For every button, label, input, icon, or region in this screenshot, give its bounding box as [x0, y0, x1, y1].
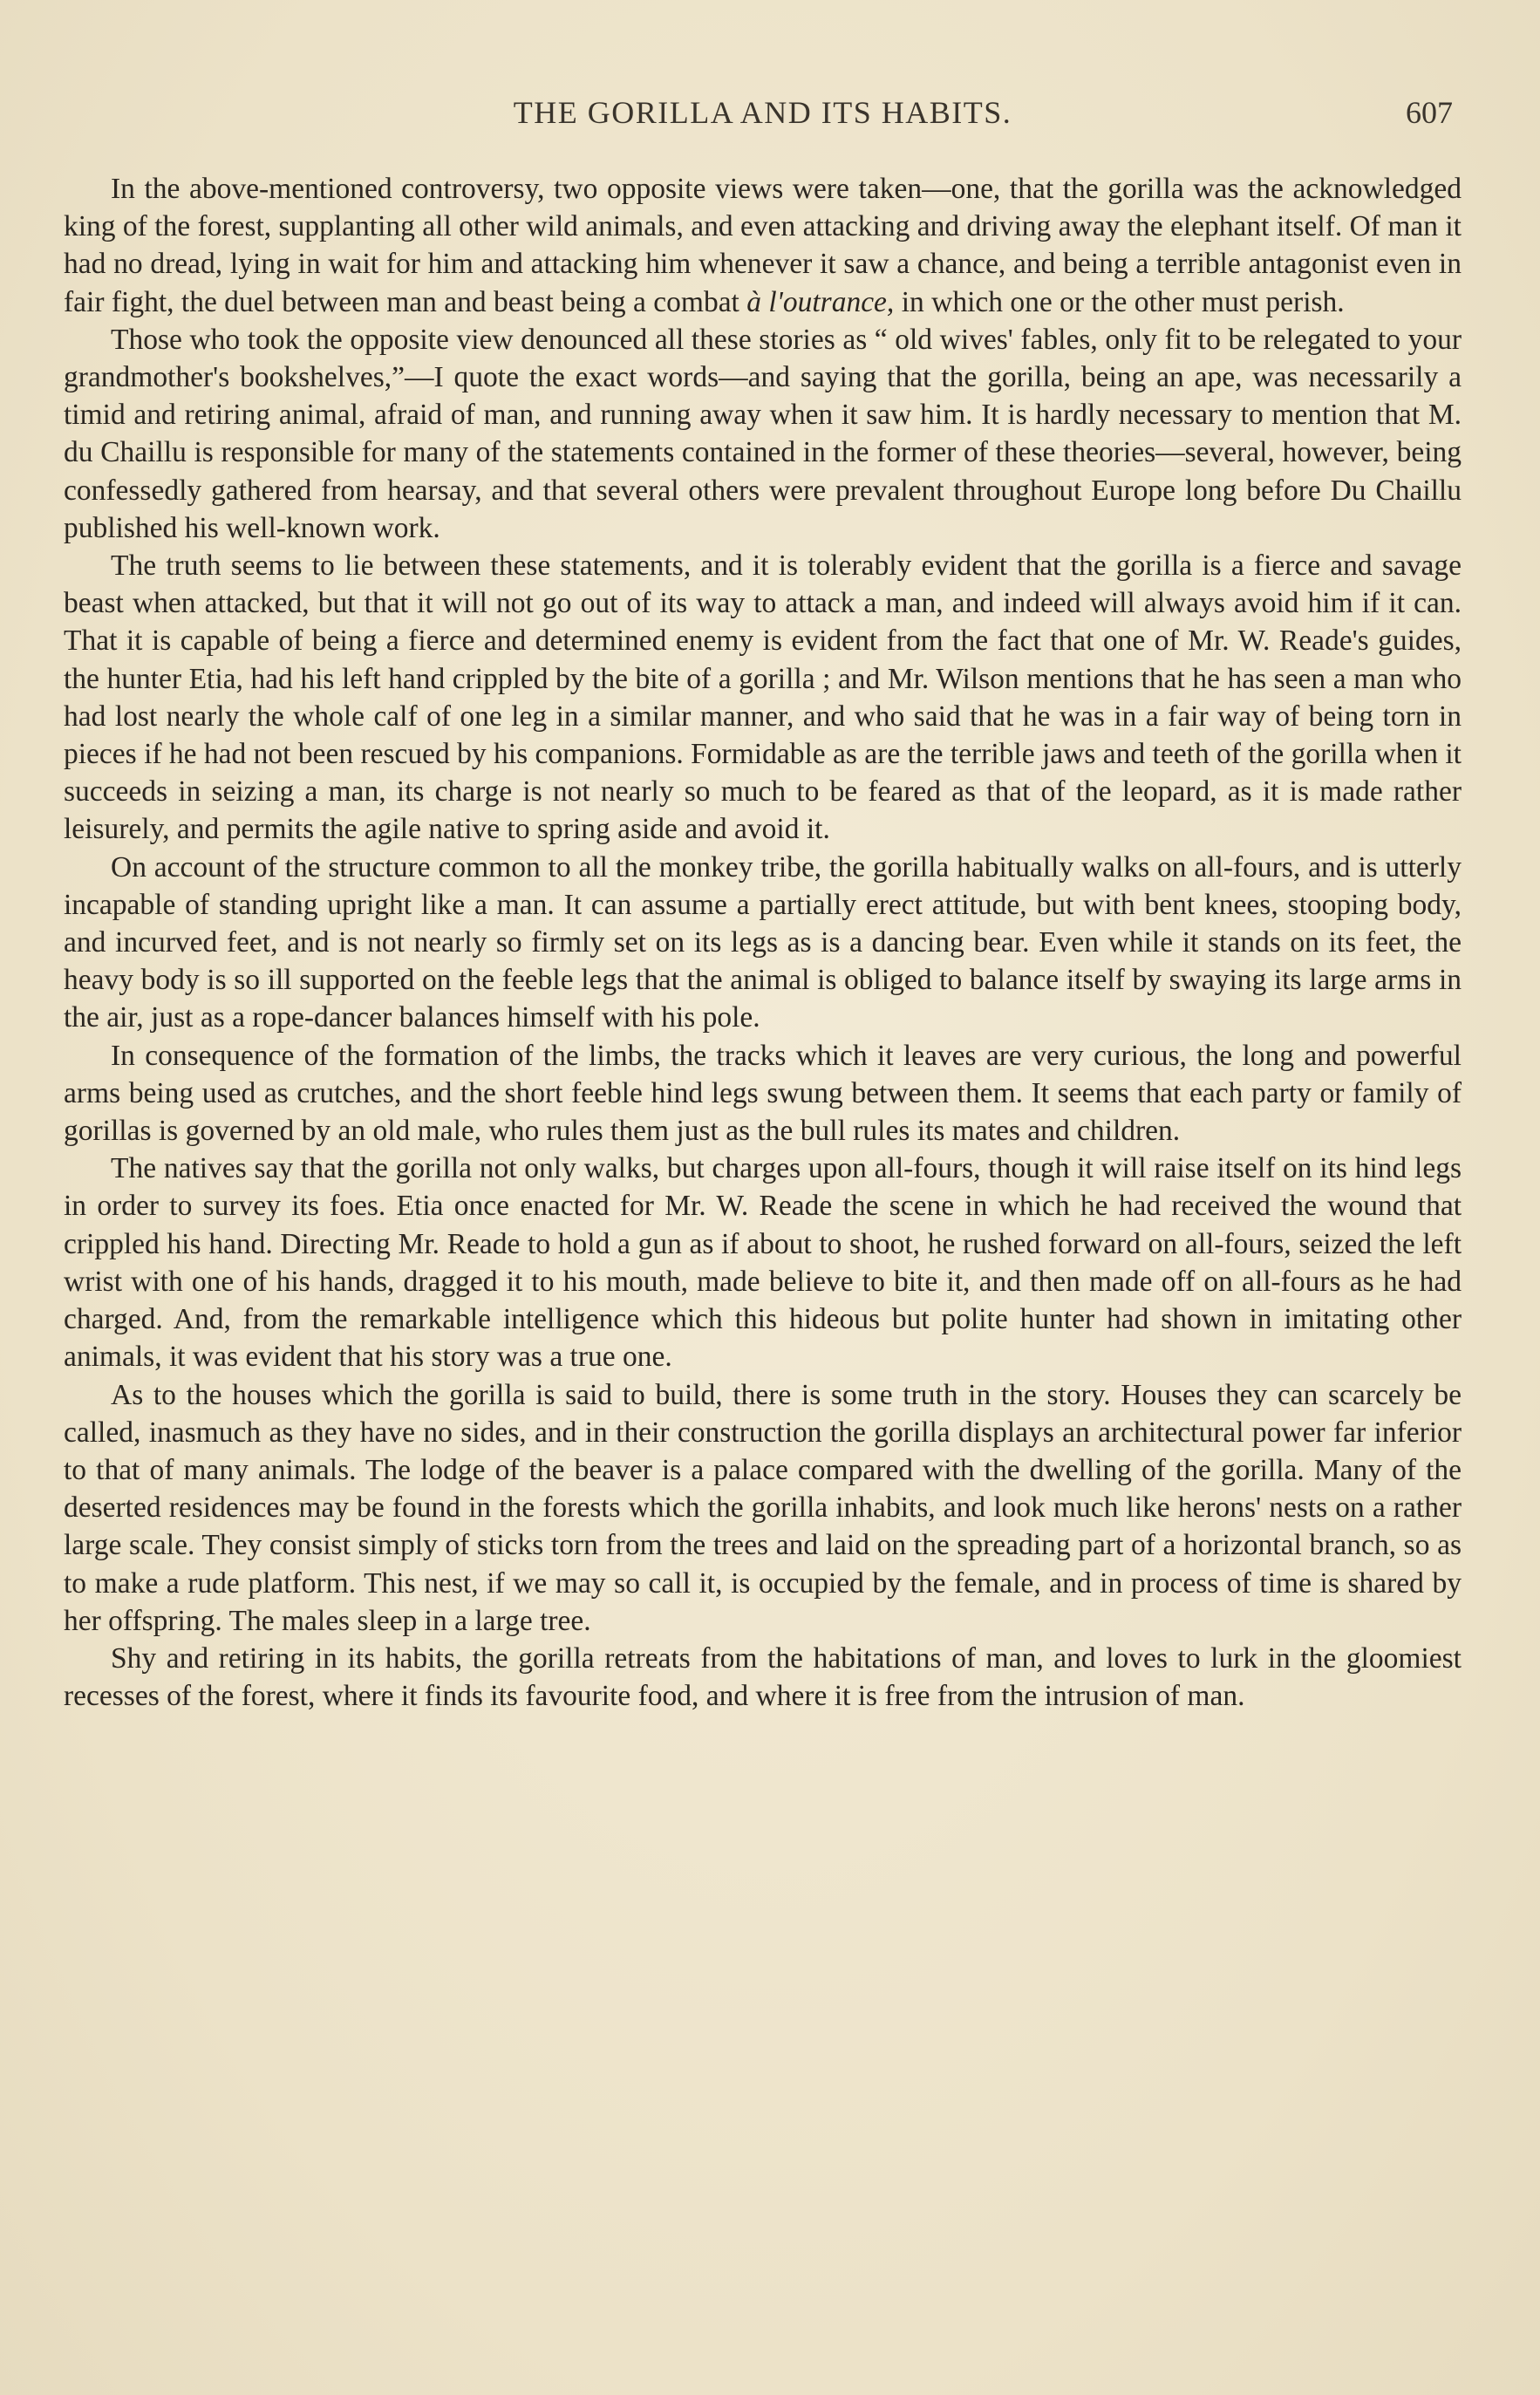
paragraph-text: In the above-mentioned controversy, two opposite views were taken—one, that the gorilla was the acknowledged king of the forest, supplanting all other wild animals, and even attacking and driving away the elephant itself. Of man it had no dread, lying in wait for him and attacking him whenever it saw a chance, and being a terrible antagonist even in fair fight, the duel between man and beast being a combat: [64, 173, 1462, 318]
paragraph-truth: The truth seems to lie between these statements, and it is tolerably evident that the gorilla is a fierce and savage beast when attacked, but that it will not go out of its way to attack a man, and indeed will always avoid him if it can. That it is capable of being a fierce and determined enemy is evident from the fact that one of Mr. W. Reade's guides, the hunter Etia, had his left hand crippled by the bite of a gorilla ; and Mr. Wilson mentions that he has seen a man who had lost nearly the whole calf of one leg in a similar manner, and who said that he was in a fair way of being torn in pieces if he had not been rescued by his companions. Formidable as are the terrible jaws and teeth of the gorilla when it succeeds in seizing a man, its charge is not nearly so much to be feared as that of the leopard, as it is made rather leisurely, and permits the agile native to spring aside and avoid it.: [64, 549, 1462, 846]
body-text: [64, 170, 1462, 1715]
paragraph-natives: The natives say that the gorilla not only walks, but charges upon all-fours, though it will raise itself on its hind legs in order to survey its foes. Etia once enacted for Mr. W. Reade the scene in which he had received the wound that crippled his hand. Directing Mr. Reade to hold a gun as if about to shoot, he rushed forward on all-fours, seized the left wrist with one of his hands, dragged it to his mouth, made believe to bite it, and then made off on all-fours as he had charged. And, from the remarkable intelligence which this hideous but polite hunter had shown in imitating other animals, it was evident that his story was a true one.: [64, 1152, 1462, 1374]
italic-phrase: à l'outrance,: [746, 285, 895, 318]
running-head: [64, 85, 1462, 141]
paragraph-shy: Shy and retiring in its habits, the gorilla retreats from the habitations of man, and loves to lurk in the gloomiest recesses of the forest, where it finds its favourite food, and where it is free from the intrusion of man.: [64, 1641, 1462, 1713]
paragraph-tracks: In consequence of the formation of the limbs, the tracks which it leaves are very curious, the long and powerful arms being used as crutches, and the short feeble hind legs swung between them. It seems that each party or family of gorillas is governed by an old male, who rules them just as the bull rules its mates and children.: [64, 1039, 1462, 1148]
paragraph-structure: On account of the structure common to all the monkey tribe, the gorilla habitually walks on all-fours, and is utterly incapable of standing upright like a man. It can assume a partially erect attitude, but with bent knees, stooping body, and incurved feet, and is not nearly so firmly set on its legs as is a dancing bear. Even while it stands on its feet, the heavy body is so ill supported on the feeble legs that the animal is obliged to balance itself by swaying its large arms in the air, just as a rope-dancer balances himself with his pole.: [64, 850, 1462, 1034]
running-title: THE GORILLA AND ITS HABITS.: [513, 95, 1012, 130]
paragraph-opposite-view: Those who took the opposite view denounced all these stories as “ old wives' fables, only fit to be relegated to your grandmother's bookshelves,”—I quote the exact words—and saying that the gorilla, being an ape, was necessarily a timid and retiring animal, afraid of man, and running away when it saw him. It is hardly necessary to mention that M. du Chaillu is responsible for many of the statements contained in the former of these theories—several, however, being confessedly gathered from hearsay, and that several others were prevalent throughout Europe long before Du Chaillu published his well-known work.: [64, 323, 1462, 544]
paragraph-houses: As to the houses which the gorilla is said to build, there is some truth in the story. Houses they can scarcely be called, inasmuch as they have no sides, and in their construction the gorilla displays an architectural power far inferior to that of many animals. The lodge of the beaver is a palace compared with the dwelling of the gorilla. Many of the deserted residences may be found in the forests which the gorilla inhabits, and look much like herons' nests on a rather large scale. They consist simply of sticks torn from the trees and laid on the spreading part of a horizontal branch, so as to make a rude platform. This nest, if we may so call it, is occupied by the female, and in process of time is shared by her offspring. The males sleep in a large tree.: [64, 1378, 1462, 1637]
page-number: 607: [1406, 95, 1453, 130]
paragraph-text: in which one or the other must perish.: [894, 285, 1345, 318]
paragraph-controversy: [64, 170, 1462, 321]
